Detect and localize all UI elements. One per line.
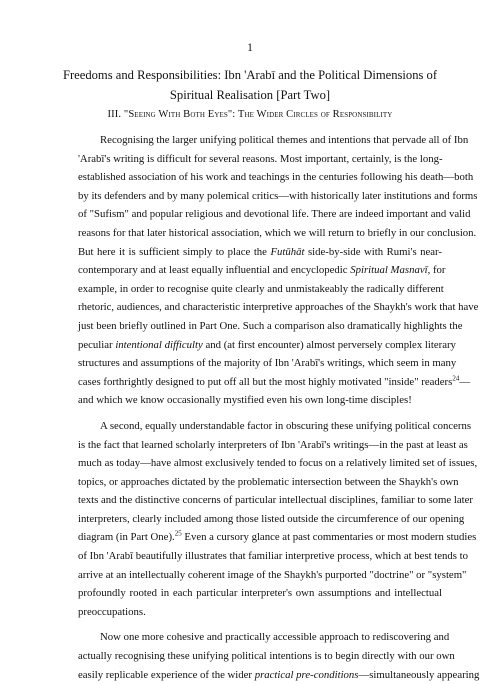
text-run: and (at first encounter) almost perversely complex literary — [202, 338, 456, 351]
text-run: peculiar — [78, 338, 116, 351]
italic-text: Futūhāt — [270, 245, 305, 258]
text-run: of Ibn 'Arabī beautifully illustrates that familiar interpretive process, which at best tends to — [78, 550, 469, 563]
text-run: rhetoric, audiences, and characteristic interpretive approaches of the Shaykh's work that have — [78, 301, 479, 314]
text-line — [78, 647, 455, 666]
text-line — [78, 628, 450, 647]
text-line — [78, 510, 465, 529]
paragraph-gap — [78, 621, 442, 628]
text-line — [78, 666, 480, 684]
text-line — [78, 205, 471, 224]
article-title — [60, 65, 440, 105]
text-run: But here it is sufficient simply to place the — [78, 245, 271, 258]
text-run: Recognising the larger unifying political themes and intentions that pervade all of Ibn — [100, 134, 469, 146]
text-line — [78, 168, 474, 187]
text-line — [78, 547, 469, 566]
article-title-line-1: Freedoms and Responsibilities: Ibn 'Arabī and the Political Dimensions of — [62, 68, 438, 82]
text-run: cases forthrightly designed to put off all but the most highly motivated "inside" readers — [78, 375, 453, 388]
text-run: topics, or approaches dictated by the problematic intersection between the Shaykh's own — [78, 475, 459, 488]
text-run: interpreters, clearly included among those listed outside the circumference of our opening — [78, 512, 465, 525]
text-run: for — [430, 264, 446, 277]
text-line — [78, 317, 463, 336]
text-run: example, in order to recognise quite clearly and unmistakeably the radically different — [78, 282, 444, 295]
text-run: structures and assumptions of the majority of Ibn 'Arabī's writings, which seem in many — [78, 357, 457, 370]
page-number: 1 — [247, 42, 253, 54]
text-run: Even a cursory glance at past commentaries or most modern studies — [181, 531, 477, 544]
text-run: and which we know occasionally mystified even his own long-time disciples! — [78, 394, 412, 407]
text-run: actually recognising these unifying political intentions is to begin directly with our own — [78, 650, 455, 663]
text-run: is the fact that learned scholarly interpreters of Ibn 'Arabī's writings—in the past at least as — [78, 438, 468, 451]
body-text — [78, 131, 480, 684]
text-line — [78, 261, 446, 280]
paragraph — [78, 417, 478, 622]
text-run: contemporary and at least equally influential and encyclopedic — [78, 264, 351, 277]
text-run: easily replicable experience of the wider — [78, 668, 255, 681]
text-line — [78, 243, 442, 262]
text-line — [78, 417, 472, 436]
text-run: — — [459, 375, 471, 388]
text-line — [78, 566, 467, 585]
text-run: side-by-side with Rumi's near- — [304, 245, 443, 258]
text-run: established association of his work and teachings in the centuries following his death—both — [78, 171, 474, 184]
text-line — [78, 603, 442, 622]
text-run: arrive at an intellectually coherent image of the Shaykh's purported "doctrine" or "system" — [78, 568, 467, 581]
text-run: 'Arabī's writing is difficult for several reasons. Most important, certainly, is the long- — [78, 152, 443, 165]
italic-text: practical pre-conditions — [254, 668, 359, 681]
text-run: of "Sufism" and popular religious and devotional life. There are indeed important and valid — [78, 208, 471, 221]
text-line — [78, 131, 469, 150]
text-run: A second, equally understandable factor in obscuring these unifying political concerns — [100, 419, 472, 432]
section-heading: III. "Seeing With Both Eyes": The Wider Circles of Responsibility — [107, 109, 393, 120]
paragraph — [78, 628, 480, 684]
footnote-ref[interactable]: 25 — [174, 529, 182, 538]
text-line — [78, 298, 479, 317]
paragraph-gap — [78, 410, 442, 417]
text-line — [78, 391, 442, 410]
text-line — [78, 473, 459, 492]
text-run: much as today—have almost exclusively tended to focus on a relatively limited set of issues, — [78, 457, 478, 470]
text-line — [78, 336, 456, 355]
text-run: profoundly rooted in each particular interpreter's own assumptions and intellectual — [78, 587, 442, 600]
text-line — [78, 187, 478, 206]
text-line — [78, 454, 478, 473]
text-line — [78, 584, 442, 603]
text-line — [78, 150, 442, 169]
text-run: just been briefly outlined in Part One. Such a comparison also dramatically highlights the — [78, 319, 463, 332]
text-line — [78, 528, 477, 547]
text-line — [78, 491, 473, 510]
text-line — [78, 280, 442, 299]
italic-text: Spiritual Masnavī, — [350, 264, 431, 277]
text-run: texts and the distinctive concerns of particular intellectual disciplines, familiar to some later — [78, 494, 473, 507]
text-line — [78, 354, 457, 373]
text-run: Now one more cohesive and practically accessible approach to rediscovering and — [100, 631, 450, 644]
text-run: by its defenders and by many polemical critics—with historically later institutions and forms — [78, 189, 478, 202]
text-line — [78, 224, 477, 243]
text-run: —simultaneously appearing — [358, 668, 480, 681]
text-run: reasons for that later historical association, which we will return to briefly in our conclusion. — [78, 226, 477, 239]
text-run: preoccupations. — [78, 605, 146, 618]
text-line — [78, 373, 471, 392]
text-run: diagram (in Part One). — [78, 531, 175, 544]
text-line — [78, 436, 468, 455]
paragraph — [78, 131, 479, 410]
italic-text: intentional difficulty — [115, 338, 203, 351]
article-title-line-2: Spiritual Realisation [Part Two] — [169, 88, 331, 102]
footnote-ref[interactable]: 24 — [452, 374, 460, 383]
